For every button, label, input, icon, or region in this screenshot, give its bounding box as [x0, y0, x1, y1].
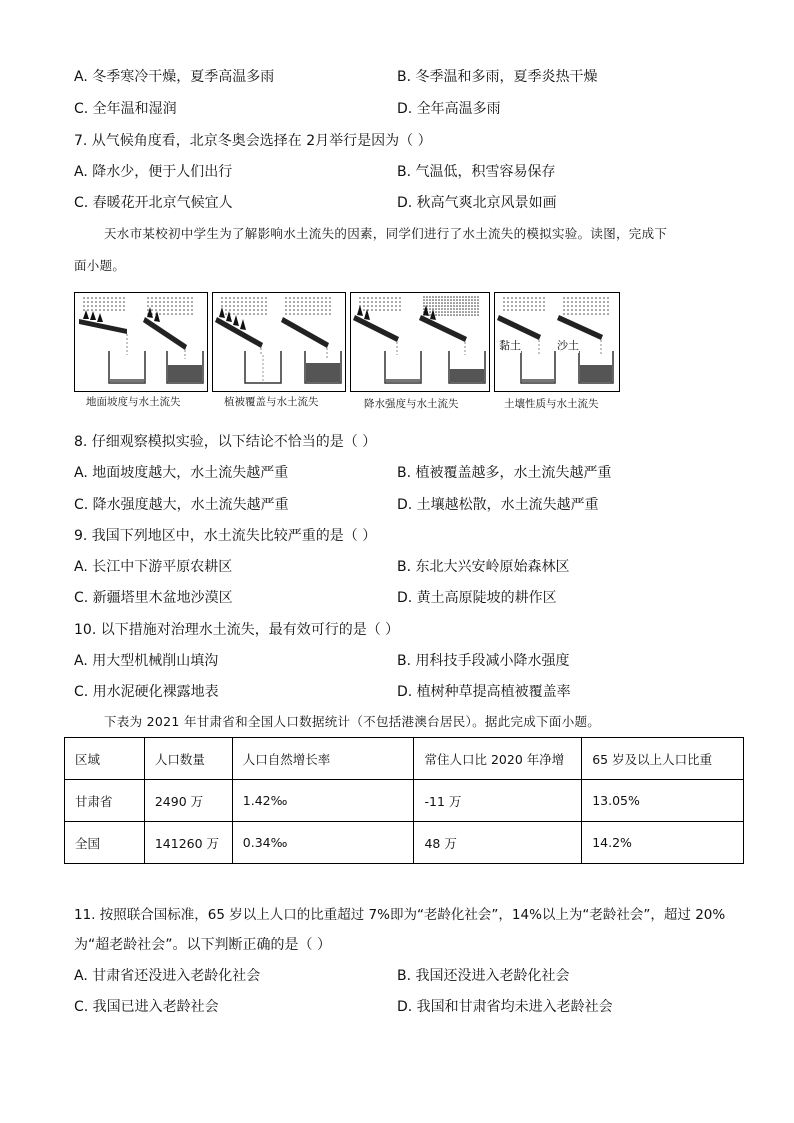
table-cell: 48 万 [414, 822, 582, 864]
q9-stem: 9. 我国下列地区中，水土流失比较严重的是（ ） [74, 528, 377, 544]
q10-stem: 10. 以下措施对治理水土流失，最有效可行的是（ ） [74, 622, 400, 638]
panel-vegetation [212, 292, 346, 392]
q9-option-b: B. 东北大兴安岭原始森林区 [397, 559, 570, 575]
q10-option-c: C. 用水泥硬化裸露地表 [74, 684, 219, 700]
q11-option-a: A. 甘肃省还没进入老龄化社会 [74, 968, 261, 984]
q6-option-a: A. 冬季寒冷干燥，夏季高温多雨 [74, 69, 275, 85]
table-row [65, 780, 744, 822]
q6-option-b: B. 冬季温和多雨，夏季炎热干燥 [397, 69, 598, 85]
table-cell: 141260 万 [144, 822, 232, 864]
rain-diagram [351, 293, 489, 391]
caption-soil: 土壤性质与水土流失 [504, 398, 599, 410]
q7-option-b: B. 气温低，积雪容易保存 [397, 164, 556, 180]
q8-stem: 8. 仔细观察模拟实验，以下结论不恰当的是（ ） [74, 434, 377, 450]
table-cell: 14.2% [582, 822, 744, 864]
q11-stem-line2: 为“超老龄社会”。以下判断正确的是（ ） [74, 937, 331, 953]
q11-option-d: D. 我国和甘肃省均未进入老龄社会 [397, 999, 613, 1015]
table-cell: 0.34‰ [232, 822, 414, 864]
q6-option-c: C. 全年温和湿润 [74, 101, 177, 117]
q7-stem: 7. 从气候角度看，北京冬奥会选择在 2月举行是因为（ ） [74, 133, 432, 149]
experiment-figure [74, 292, 626, 412]
q6-option-d: D. 全年高温多雨 [397, 101, 501, 117]
intro-table: 下表为 2021 年甘肃省和全国人口数据统计（不包括港澳台居民）。据此完成下面小题。 [104, 714, 601, 729]
caption-slope: 地面坡度与水土流失 [86, 396, 181, 408]
label-clay: 黏土 [499, 339, 521, 352]
q9-option-d: D. 黄土高原陡坡的耕作区 [397, 590, 557, 606]
label-sand: 沙土 [557, 339, 579, 352]
q8-option-b: B. 植被覆盖越多，水土流失越严重 [397, 465, 612, 481]
table-cell: 全国 [65, 822, 145, 864]
q9-option-a: A. 长江中下游平原农耕区 [74, 559, 233, 575]
table-header: 65 岁及以上人口比重 [582, 738, 744, 780]
intro-experiment-line2: 面小题。 [74, 258, 126, 273]
table-header: 区域 [65, 738, 145, 780]
slope-diagram [75, 293, 207, 391]
table-cell: 1.42‰ [232, 780, 414, 822]
q10-option-d: D. 植树种草提高植被覆盖率 [397, 684, 571, 700]
caption-vegetation: 植被覆盖与水土流失 [224, 396, 319, 408]
q8-option-a: A. 地面坡度越大，水土流失越严重 [74, 465, 289, 481]
q7-option-a: A. 降水少，便于人们出行 [74, 164, 233, 180]
q8-option-d: D. 土壤越松散，水土流失越严重 [397, 497, 599, 513]
q9-option-c: C. 新疆塔里木盆地沙漠区 [74, 590, 233, 606]
caption-rain: 降水强度与水土流失 [364, 398, 459, 410]
panel-soil [494, 292, 620, 392]
q11-option-b: B. 我国还没进入老龄化社会 [397, 968, 570, 984]
q7-option-d: D. 秋高气爽北京风景如画 [397, 195, 557, 211]
table-header-row [65, 738, 744, 780]
intro-experiment-line1: 天水市某校初中学生为了解影响水土流失的因素，同学们进行了水土流失的模拟实验。读图，完成下 [104, 226, 668, 241]
q11-option-c: C. 我国已进入老龄社会 [74, 999, 219, 1015]
q10-option-b: B. 用科技手段减小降水强度 [397, 653, 570, 669]
table-row [65, 822, 744, 864]
q11-stem-line1: 11. 按照联合国标准，65 岁以上人口的比重超过 7%即为“老龄化社会”，14%以上为“老龄社会”，超过 20% [74, 907, 726, 923]
q7-option-c: C. 春暖花开北京气候宜人 [74, 195, 233, 211]
panel-slope [74, 292, 208, 392]
table-cell: -11 万 [414, 780, 582, 822]
table-cell: 13.05% [582, 780, 744, 822]
vegetation-diagram [213, 293, 345, 391]
table-header: 人口自然增长率 [232, 738, 414, 780]
table-header: 常住人口比 2020 年净增 [414, 738, 582, 780]
table-cell: 2490 万 [144, 780, 232, 822]
table-header: 人口数量 [144, 738, 232, 780]
population-table [64, 737, 744, 864]
q10-option-a: A. 用大型机械削山填沟 [74, 653, 219, 669]
table-cell: 甘肃省 [65, 780, 145, 822]
q8-option-c: C. 降水强度越大，水土流失越严重 [74, 497, 289, 513]
panel-rain [350, 292, 490, 392]
